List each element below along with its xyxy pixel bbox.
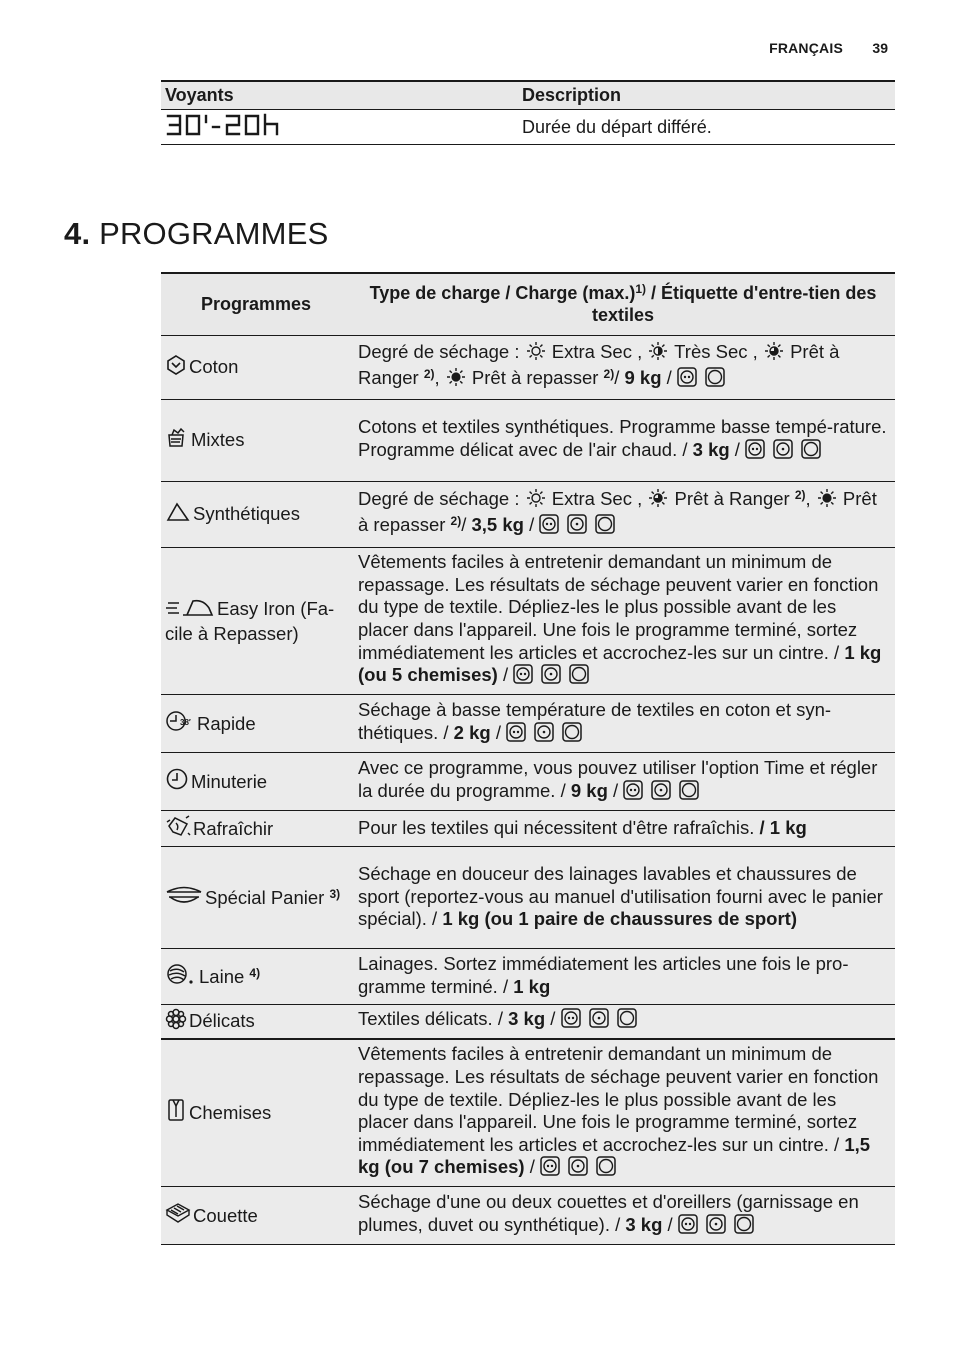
synthetics-icon <box>165 501 191 528</box>
care-labels <box>678 1214 762 1240</box>
programme-description-cell <box>351 810 895 846</box>
programme-cell <box>161 481 351 547</box>
care-labels <box>506 722 590 748</box>
programme-footnote: 4) <box>249 965 261 980</box>
programme-description-cell <box>351 1004 895 1039</box>
tumble-dry-icon <box>595 514 619 540</box>
programme-description-cell <box>351 846 895 948</box>
programme-name: Laine <box>199 965 245 987</box>
programme-cell <box>161 1039 351 1187</box>
description-text: Prêt à repasser <box>466 367 604 388</box>
tumble-dry-low-icon <box>567 514 591 540</box>
description-text: Très Sec , <box>669 341 763 363</box>
tumble-dry-low-icon <box>589 1008 613 1034</box>
care-labels <box>623 780 707 806</box>
programme-name: Minuterie <box>191 770 268 792</box>
programme-description-cell <box>351 399 895 481</box>
description-text: / <box>461 514 472 535</box>
load-weight: / 1 kg <box>759 816 807 838</box>
programme-cell <box>161 1187 351 1245</box>
programme-name: Easy Iron (Fa-cile à Repasser) <box>165 598 335 644</box>
table-row <box>161 547 895 694</box>
description-text: Séchage à basse température de textiles en coton et syn-thétiques. / <box>358 698 832 743</box>
easy-iron-icon <box>165 596 215 623</box>
description-text: Cotons et textiles synthétiques. Programme basse tempé-rature. Programme délicat avec de l'air chaud. / <box>358 415 887 460</box>
description-text: / <box>662 1214 678 1235</box>
footnote-ref: 2) <box>423 367 435 381</box>
care-labels <box>745 439 829 465</box>
programme-description-cell <box>351 694 895 752</box>
table-row <box>161 110 895 145</box>
programmes-table <box>161 272 895 1245</box>
programme-cell <box>161 547 351 694</box>
programme-cell <box>161 810 351 846</box>
lcd-display-cell <box>161 110 518 145</box>
footnote-ref: 2) <box>794 488 806 503</box>
tumble-dry-high-icon <box>678 1214 702 1240</box>
section-heading: PROGRAMMES <box>99 216 329 251</box>
tumble-dry-high-icon <box>623 780 647 806</box>
care-labels <box>540 1156 624 1182</box>
load-weight: 1 kg (ou 1 paire de chaussures de sport) <box>442 908 798 930</box>
tumble-dry-icon <box>617 1008 641 1034</box>
tumble-dry-high-icon <box>539 514 563 540</box>
tumble-dry-low-icon <box>706 1214 730 1240</box>
table-row <box>161 335 895 399</box>
programme-name: Mixtes <box>191 428 245 450</box>
table-row <box>161 1004 895 1039</box>
table-row <box>161 948 895 1004</box>
footnote-ref: 2) <box>450 514 462 528</box>
description-text: / <box>524 1156 540 1178</box>
programme-cell <box>161 846 351 948</box>
programme-description-cell <box>351 547 895 694</box>
load-weight: 1 kg <box>513 976 551 997</box>
description-cell: Durée du départ différé. <box>518 110 895 145</box>
tumble-dry-low-icon <box>534 722 558 748</box>
wool-icon <box>165 962 197 991</box>
page-number: 39 <box>872 40 888 56</box>
programme-description-cell <box>351 948 895 1004</box>
programme-name: Délicats <box>189 1009 255 1031</box>
load-weight: 1,5 kg (ou 7 chemises) <box>358 1133 871 1178</box>
tumble-dry-high-icon <box>677 367 701 393</box>
shirts-icon <box>165 1098 187 1127</box>
programme-cell <box>161 752 351 810</box>
lcd-display-icon <box>165 113 287 142</box>
programme-cell <box>161 694 351 752</box>
load-weight: 3,5 kg <box>471 514 524 535</box>
col-programmes: Programmes <box>161 273 351 335</box>
delicates-icon <box>165 1008 187 1035</box>
description-text: Prêt à repasser <box>358 488 877 535</box>
load-weight: 3 kg <box>508 1008 546 1030</box>
description-text: Pour les textiles qui nécessitent d'être rafraîchis. <box>358 816 760 838</box>
description-text: Séchage d'une ou deux couettes et d'oreillers (garnissage en plumes, duvet ou synthétique). / <box>358 1191 859 1235</box>
description-text: Degré de séchage : <box>358 488 525 510</box>
care-labels <box>561 1008 645 1034</box>
programme-name: Synthétiques <box>193 502 300 524</box>
description-text: Extra Sec , <box>546 341 648 363</box>
col-type-footnote: 1) <box>635 282 647 297</box>
indicator-table <box>161 80 895 145</box>
language-label: FRANÇAIS <box>769 40 843 56</box>
footnote-ref: 2) <box>603 367 615 381</box>
tumble-dry-high-icon <box>561 1008 585 1034</box>
tumble-dry-high-icon <box>506 722 530 748</box>
tumble-dry-low-icon <box>651 780 675 806</box>
timer-icon <box>165 767 189 796</box>
description-text: Lainages. Sortez immédiatement les articles une fois le pro-gramme terminé. / <box>358 953 849 997</box>
load-weight: 3 kg <box>625 1214 663 1235</box>
section-title <box>64 216 328 252</box>
very-dry-icon <box>648 341 668 367</box>
duvet-icon <box>165 1201 191 1230</box>
tumble-dry-icon <box>562 722 586 748</box>
description-text: , <box>434 367 445 388</box>
table-row <box>161 694 895 752</box>
extra-dry-icon <box>526 341 546 367</box>
programme-name: Coton <box>189 355 239 377</box>
tumble-dry-icon <box>705 367 729 393</box>
programme-description-cell <box>351 1187 895 1245</box>
tumble-dry-high-icon <box>513 664 537 690</box>
programme-name: Chemises <box>189 1102 272 1124</box>
table-row <box>161 399 895 481</box>
iron-dry-icon <box>446 367 466 393</box>
programme-cell <box>161 948 351 1004</box>
programme-cell <box>161 399 351 481</box>
description-text: Séchage en douceur des lainages lavables et chaussures de sport (reportez-vous au manuel d'utilisation fourni avec le panier spécial). / <box>358 863 883 930</box>
table-row <box>161 752 895 810</box>
care-labels <box>513 664 597 690</box>
page-header <box>0 38 954 58</box>
description-text: / <box>523 514 540 535</box>
programme-cell <box>161 1004 351 1039</box>
description-text: / <box>729 438 746 460</box>
refresh-icon <box>165 814 191 843</box>
rapid-icon <box>165 709 195 738</box>
tumble-dry-low-icon <box>568 1156 592 1182</box>
table-row <box>161 481 895 547</box>
basket-icon <box>165 883 203 912</box>
tumble-dry-icon <box>801 439 825 465</box>
tumble-dry-low-icon <box>541 664 565 690</box>
care-labels <box>677 367 733 393</box>
description-text: / <box>607 779 624 801</box>
programme-name: Couette <box>193 1205 258 1226</box>
col-type <box>351 273 895 335</box>
cotton-icon <box>165 354 187 381</box>
description-text: / <box>497 664 514 686</box>
programme-name: Rapide <box>197 712 256 734</box>
load-weight: 9 kg <box>570 779 608 801</box>
programme-description-cell <box>351 752 895 810</box>
iron-dry-icon <box>817 488 837 514</box>
load-weight: 1 kg (ou 5 chemises) <box>358 641 882 686</box>
care-labels <box>539 514 623 540</box>
description-text: Prêt à Ranger <box>358 341 840 388</box>
description-text: Textiles délicats. / <box>358 1008 509 1030</box>
table-row <box>161 810 895 846</box>
col-voyants: Voyants <box>161 81 518 110</box>
description-text: Prêt à Ranger <box>669 488 795 510</box>
description-text: Avec ce programme, vous pouvez utiliser l'option Time et régler la durée du programme. / <box>358 756 878 801</box>
programme-name: Rafraîchir <box>193 817 274 839</box>
store-dry-icon <box>648 488 668 514</box>
table-row <box>161 1187 895 1245</box>
load-weight: 2 kg <box>453 721 491 743</box>
description-text: Degré de séchage : <box>358 341 525 363</box>
extra-dry-icon <box>526 488 546 514</box>
section-number: 4. <box>64 216 91 251</box>
description-text: / <box>661 367 677 388</box>
programme-name: Spécial Panier <box>205 886 325 908</box>
tumble-dry-high-icon <box>745 439 769 465</box>
description-text: Vêtements faciles à entretenir demandant un minimum de repassage. Les résultats de séchage peuvent varier en fonction du type de textile. Dépliez-les le plus possible avant de les placer dans l'appareil. Une fois le programme terminé, sortez immédiatement les articles et accrochez-les sur un cintre. / <box>358 551 879 663</box>
col-description: Description <box>518 81 895 110</box>
load-weight: 9 kg <box>624 367 662 388</box>
mixed-icon <box>165 427 189 454</box>
description-text: / <box>614 367 625 388</box>
tumble-dry-low-icon <box>773 439 797 465</box>
table-row <box>161 846 895 948</box>
description-text: Extra Sec , <box>546 488 648 510</box>
tumble-dry-high-icon <box>540 1156 564 1182</box>
load-weight: 3 kg <box>692 438 730 460</box>
store-dry-icon <box>764 341 784 367</box>
tumble-dry-icon <box>569 664 593 690</box>
description-text: Vêtements faciles à entretenir demandant un minimum de repassage. Les résultats de séchage peuvent varier en fonction du type de textile. Dépliez-les le plus possible avant de les placer dans l'appareil. Une fois le programme terminé, sortez immédiatement les articles et accrochez-les sur un cintre. / <box>358 1043 879 1155</box>
programme-footnote: 3) <box>329 886 341 901</box>
programme-cell <box>161 335 351 399</box>
col-type-tail: / Étiquette d'entre-tien des textiles <box>591 283 877 326</box>
programme-description-cell <box>351 1039 895 1187</box>
col-type-label: Type de charge / Charge (max.) <box>369 283 636 304</box>
table-row <box>161 1039 895 1187</box>
svg-text:38′: 38′ <box>180 717 191 727</box>
description-text: / <box>545 1008 561 1030</box>
programme-description-cell <box>351 335 895 399</box>
description-text: / <box>490 721 507 743</box>
tumble-dry-icon <box>734 1214 758 1240</box>
tumble-dry-icon <box>596 1156 620 1182</box>
tumble-dry-icon <box>679 780 703 806</box>
programme-description-cell <box>351 481 895 547</box>
description-text: , <box>805 488 816 510</box>
